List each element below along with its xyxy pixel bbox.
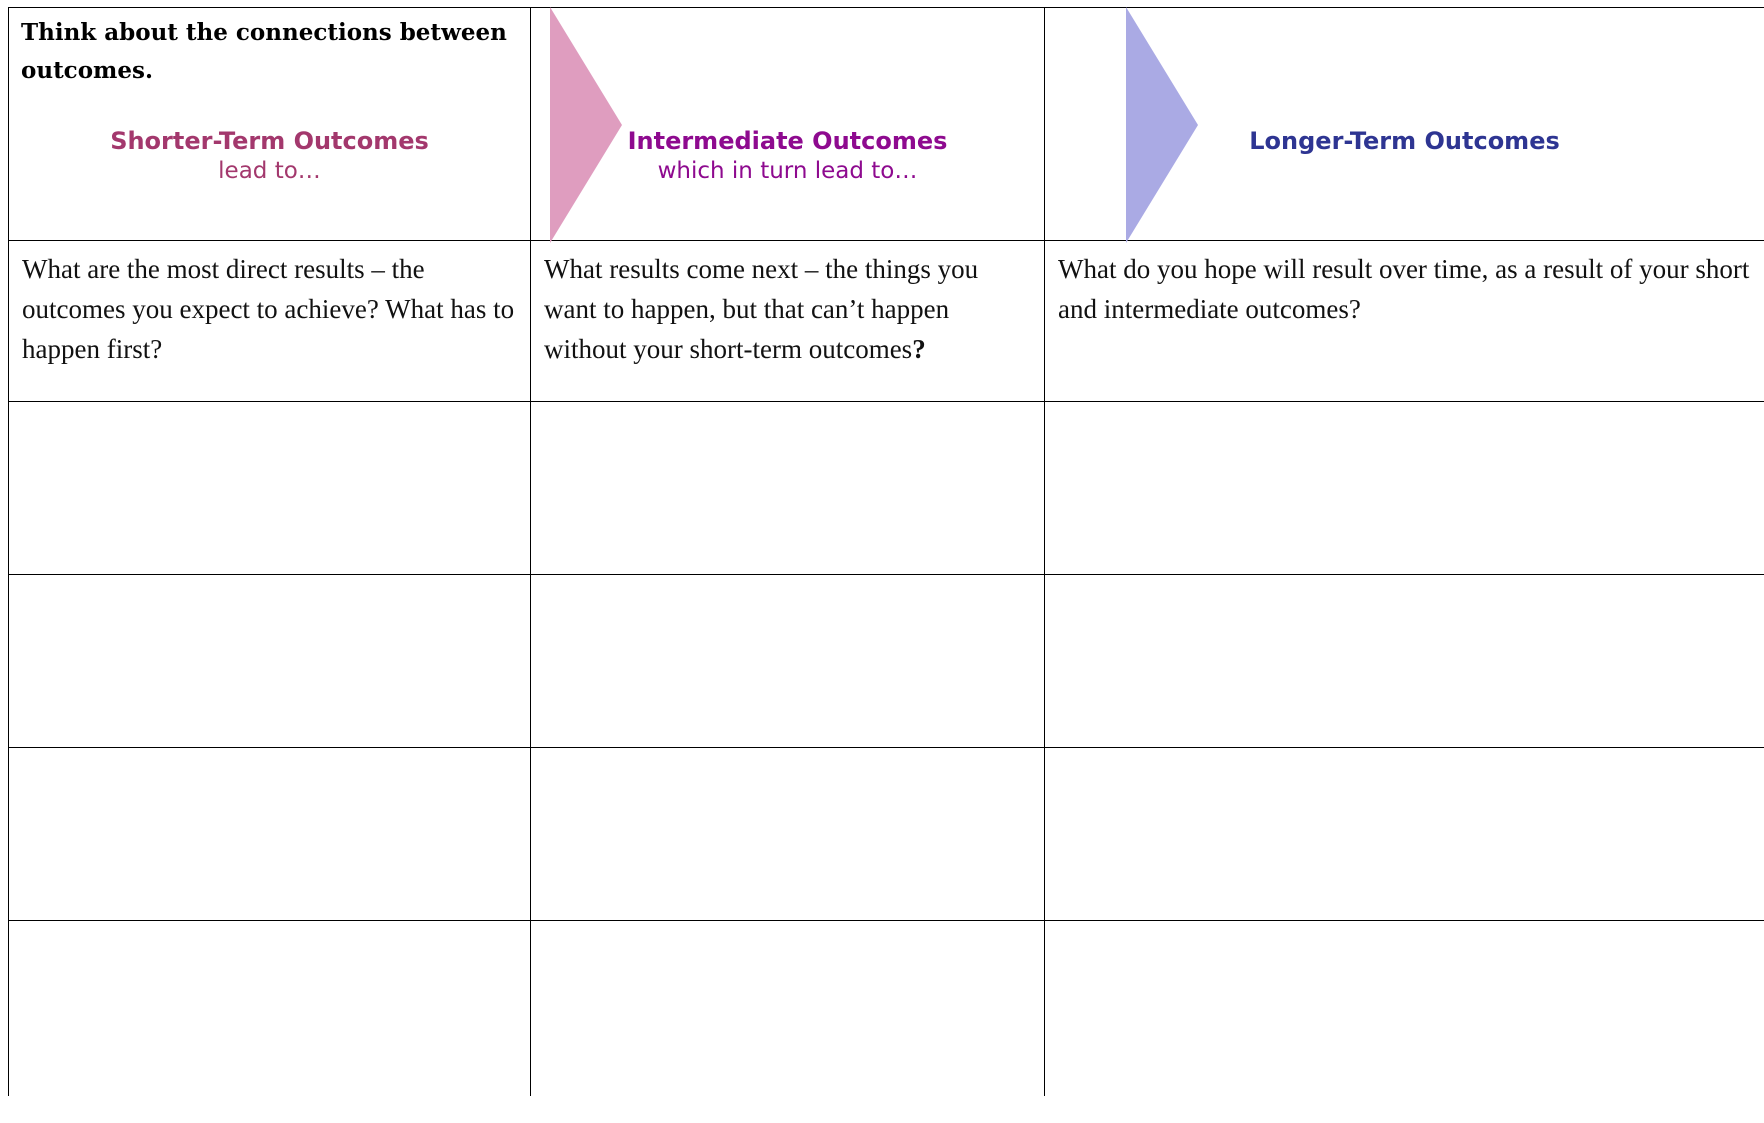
- entry-cell-intermediate[interactable]: [531, 921, 1045, 1097]
- entry-cell-longer-term[interactable]: [1045, 921, 1764, 1097]
- longer-term-title: Longer-Term Outcomes: [1249, 127, 1560, 155]
- entry-cell-intermediate[interactable]: [531, 575, 1045, 748]
- intermediate-description-question-mark: ?: [912, 334, 926, 364]
- intermediate-description: [531, 241, 1044, 369]
- shorter-term-description: What are the most direct results – the outcomes you expect to achieve? What has to happen first?: [22, 254, 515, 364]
- entry-cell-intermediate[interactable]: [531, 402, 1045, 575]
- entry-cell-longer-term[interactable]: [1045, 748, 1764, 921]
- longer-term-heading: [1045, 126, 1764, 156]
- shorter-term-heading: [9, 126, 530, 186]
- intermediate-description-text: What results come next – the things you want to happen, but that can’t happen without your short-term outcomes: [544, 254, 979, 364]
- intro-text: Think about the connections between outcomes.: [21, 19, 507, 84]
- entry-cell-longer-term[interactable]: [1045, 575, 1764, 748]
- intermediate-title: Intermediate Outcomes: [627, 127, 948, 155]
- intermediate-description-cell: [531, 241, 1045, 402]
- entry-row-1: [9, 402, 1764, 575]
- intermediate-heading: [531, 126, 1044, 186]
- header-cell-intermediate: [531, 8, 1045, 241]
- shorter-term-subtitle: lead to…: [218, 158, 321, 184]
- entry-row-4: [9, 921, 1764, 1097]
- entry-cell-longer-term[interactable]: [1045, 402, 1764, 575]
- outcomes-table: [8, 7, 1764, 1096]
- outcomes-worksheet: [8, 7, 1764, 1123]
- header-row: [9, 8, 1764, 241]
- entry-cell-shorter-term[interactable]: [9, 575, 531, 748]
- longer-term-description-cell: [1045, 241, 1764, 402]
- intermediate-subtitle: which in turn lead to…: [657, 158, 918, 184]
- entry-row-2: [9, 575, 1764, 748]
- entry-cell-shorter-term[interactable]: [9, 921, 531, 1097]
- header-cell-longer-term: [1045, 8, 1764, 241]
- entry-row-3: [9, 748, 1764, 921]
- shorter-term-title: Shorter-Term Outcomes: [110, 127, 429, 155]
- entry-cell-intermediate[interactable]: [531, 748, 1045, 921]
- header-cell-shorter-term: [9, 8, 531, 241]
- longer-term-description: What do you hope will result over time, as a result of your short and intermediate outcomes?: [1058, 254, 1750, 324]
- entry-cell-shorter-term[interactable]: [9, 748, 531, 921]
- description-row: [9, 241, 1764, 402]
- entry-cell-shorter-term[interactable]: [9, 402, 531, 575]
- shorter-term-description-cell: [9, 241, 531, 402]
